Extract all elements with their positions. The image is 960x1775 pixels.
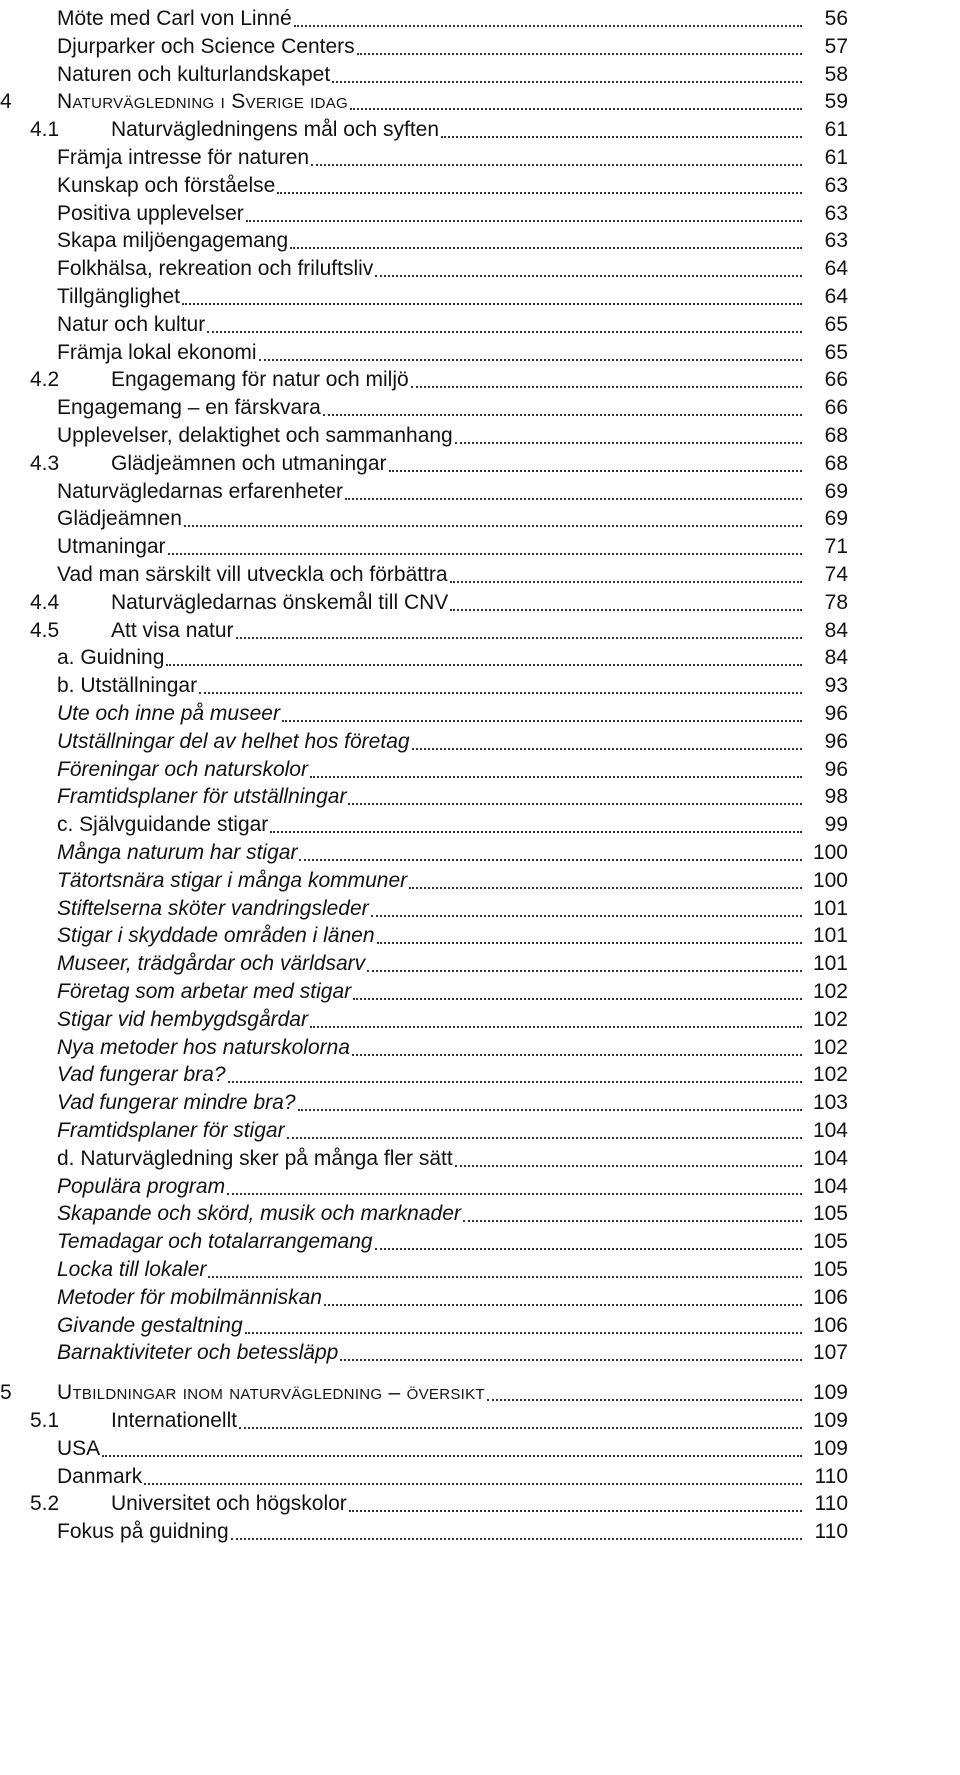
toc-number: 4.3 [30,451,60,475]
toc-page-number: 104 [812,1174,848,1198]
toc-title: Främja intresse för naturen [57,146,310,169]
toc-title: Universitet och högskolor [111,1492,347,1516]
dot-leader [349,1510,802,1512]
toc-title: Utställningar del av helhet hos företag [57,729,410,753]
toc-page-number: 109 [812,1409,848,1432]
toc-title: a. Guidning [57,646,165,670]
dot-leader [231,1538,802,1540]
dot-leader [182,303,802,305]
toc-title: Skapa miljöengagemang [57,229,289,253]
toc-title: Positiva upplevelser [57,201,244,225]
dot-leader [228,1081,802,1083]
dot-leader [166,664,802,666]
toc-page-number: 68 [824,424,848,447]
dot-leader [246,220,802,222]
dot-leader [455,442,802,444]
toc-page-number: 84 [824,646,848,670]
toc-title: Internationellt [111,1409,238,1432]
toc-title: Tillgänglighet [57,285,180,308]
toc-number: 4.5 [30,618,60,642]
dot-leader [299,859,802,861]
dot-leader [348,803,802,805]
toc-title: b. Utställningar [57,674,198,698]
toc-title: Temadagar och totalarrangemang [57,1230,373,1254]
toc-title: Locka till lokaler [57,1258,207,1281]
toc-title: Upplevelser, delaktighet och sammanhang [57,424,453,447]
toc-page-number: 102 [812,1063,848,1087]
dot-leader [290,247,802,249]
toc-page-number: 105 [812,1230,848,1254]
toc-page-number: 107 [812,1341,848,1365]
dot-leader [377,942,802,944]
toc-number: 4.2 [30,368,60,392]
toc-title: Nya metoder hos naturskolorna [57,1035,350,1059]
toc-title: Givande gestaltning [57,1313,243,1337]
toc-title: Företag som arbetar med stigar [57,980,352,1003]
toc-page-number: 61 [824,118,848,142]
toc-page-number: 102 [812,980,848,1003]
toc-page-number: 104 [812,1146,848,1170]
toc-page-number: 66 [824,396,848,420]
toc-page-number: 71 [824,535,848,559]
dot-leader [455,1165,802,1167]
toc-number: 4 [0,90,12,114]
dot-leader [345,498,802,500]
dot-leader [323,414,802,416]
toc-page-number: 110 [814,1520,848,1544]
toc-title: Många naturum har stigar [57,841,298,864]
dot-leader [332,81,802,83]
dot-leader [340,1359,802,1361]
toc-page-number: 63 [824,201,848,225]
dot-leader [375,1248,802,1250]
dot-leader [310,1026,802,1028]
toc-page-number: 110 [814,1492,848,1516]
toc-page-number: 105 [812,1258,848,1281]
dot-leader [259,359,802,361]
toc-title: Natur och kultur [57,312,206,336]
dot-leader [311,164,802,166]
dot-leader [270,831,802,833]
toc-title: Vad man särskilt vill utveckla och förbättra [57,563,448,586]
toc-page-number: 96 [824,702,848,725]
toc-page-number: 109 [812,1381,848,1405]
dot-leader [353,998,802,1000]
toc-page-number: 110 [814,1464,848,1488]
toc-page-number: 102 [812,1007,848,1031]
dot-leader [199,692,802,694]
toc-subsection [57,1513,848,1545]
toc-title: Populära program [57,1174,226,1198]
dot-leader [277,192,802,194]
toc-page-number: 106 [812,1313,848,1337]
dot-leader [282,720,802,722]
toc-page-number: 106 [812,1285,848,1309]
toc-page-number: 74 [824,563,848,586]
toc-title: Skapande och skörd, musik och marknader [57,1202,461,1226]
toc-page-number: 69 [824,507,848,531]
toc-page-number: 58 [824,62,848,86]
dot-leader [287,1137,802,1139]
toc-title: Danmark [57,1464,143,1488]
dot-leader [357,53,802,55]
toc-page-number: 59 [824,90,848,114]
toc-title: d. Naturvägledning sker på många fler sätt [57,1146,453,1170]
toc-number: 5 [0,1381,12,1405]
toc-title: Vad fungerar bra? [57,1063,226,1087]
dot-leader [324,1304,802,1306]
toc-page-number: 98 [824,785,848,809]
dot-leader [411,386,802,388]
toc-title: Naturvägledningens mål och syften [111,118,440,142]
dot-leader [371,915,802,917]
toc-title: Tätortsnära stigar i många kommuner [57,868,408,892]
toc-title: Stigar i skyddade områden i länen [57,924,375,948]
toc-page-number: 56 [824,7,848,30]
toc-title: Metoder för mobilmänniskan [57,1285,322,1309]
toc-page-number: 101 [812,896,848,920]
dot-leader [102,1455,802,1457]
dot-leader [412,748,802,750]
toc-page-number: 65 [824,340,848,364]
toc-page-number: 101 [812,952,848,976]
toc-page-number: 99 [824,813,848,837]
toc-title: Framtidsplaner för utställningar [57,785,347,809]
toc-page-number: 64 [824,257,848,281]
toc-page-number: 66 [824,368,848,392]
toc-title: Glädjeämnen och utmaningar [111,451,387,475]
toc-title: c. Självguidande stigar [57,813,269,837]
toc-page-number: 109 [812,1436,848,1460]
toc-title: Kunskap och förståelse [57,173,276,197]
toc-page-number: 100 [812,868,848,892]
toc-title: Engagemang för natur och miljö [111,368,409,392]
dot-leader [227,1193,802,1195]
dot-leader [450,609,802,611]
toc-title: Föreningar och naturskolor [57,757,308,781]
dot-leader [409,887,802,889]
toc-title: Utbildningar inom naturvägledning – översikt [57,1381,485,1405]
dot-leader [350,108,802,110]
dot-leader [487,1399,802,1401]
toc-page-number: 102 [812,1035,848,1059]
dot-leader [144,1483,802,1485]
dot-leader [208,1276,802,1278]
toc-title: Att visa natur [111,618,234,642]
dot-leader [463,1220,802,1222]
toc-page-number: 63 [824,173,848,197]
dot-leader [389,470,802,472]
toc-page-number: 96 [824,729,848,753]
toc-title: Folkhälsa, rekreation och friluftsliv [57,257,374,281]
dot-leader [441,136,802,138]
toc-page-number: 96 [824,757,848,781]
dot-leader [168,553,802,555]
toc-title: Framtidsplaner för stigar [57,1119,285,1142]
toc-title: Stigar vid hembygdsgårdar [57,1007,308,1031]
dot-leader [367,970,802,972]
toc-page-number: 69 [824,479,848,503]
dot-leader [450,581,802,583]
toc-number: 5.1 [30,1409,60,1432]
dot-leader [294,25,802,27]
toc-page-number: 104 [812,1119,848,1142]
dot-leader [352,1054,802,1056]
toc-title: Vad fungerar mindre bra? [57,1091,296,1115]
toc-page-number: 61 [824,146,848,169]
toc-title: Naturvägledarnas erfarenheter [57,479,344,503]
toc-page-number: 103 [812,1091,848,1115]
toc-title: Naturvägledarnas önskemål till CNV [111,590,449,614]
dot-leader [236,637,802,639]
toc-title: USA [57,1436,101,1460]
toc-title: Museer, trädgårdar och världsarv [57,952,366,976]
toc-title: Ute och inne på museer [57,702,280,725]
toc-number: 5.2 [30,1492,60,1516]
toc-page-number: 64 [824,285,848,308]
toc-title: Naturvägledning i Sverige idag [57,90,349,114]
toc-number: 4.4 [30,590,60,614]
dot-leader [207,331,802,333]
toc-page-number: 84 [824,618,848,642]
toc-page-number: 68 [824,451,848,475]
toc-page-number: 100 [812,841,848,864]
dot-leader [375,275,802,277]
toc-title: Fokus på guidning [57,1520,229,1544]
toc-page-number: 105 [812,1202,848,1226]
toc-page-number: 101 [812,924,848,948]
toc-title: Stiftelserna sköter vandringsleder [57,896,369,920]
toc-number: 4.1 [30,118,60,142]
dot-leader [245,1332,802,1334]
toc-title: Utmaningar [57,535,166,559]
toc-page-number: 63 [824,229,848,253]
toc-title: Barnaktiviteter och betessläpp [57,1341,339,1365]
toc-page-number: 78 [824,590,848,614]
toc-title: Främja lokal ekonomi [57,340,257,364]
dot-leader [184,525,802,527]
dot-leader [310,776,802,778]
toc-italic-item [57,1334,848,1366]
toc-title: Engagemang – en färskvara [57,396,321,420]
toc-title: Naturen och kulturlandskapet [57,62,331,86]
toc-title: Djurparker och Science Centers [57,34,355,58]
toc-title: Möte med Carl von Linné [57,7,292,30]
toc-page-number: 93 [824,674,848,698]
toc-page-number: 57 [824,34,848,58]
toc-page-number: 65 [824,312,848,336]
dot-leader [298,1109,802,1111]
toc-title: Glädjeämnen [57,507,182,531]
dot-leader [239,1427,802,1429]
